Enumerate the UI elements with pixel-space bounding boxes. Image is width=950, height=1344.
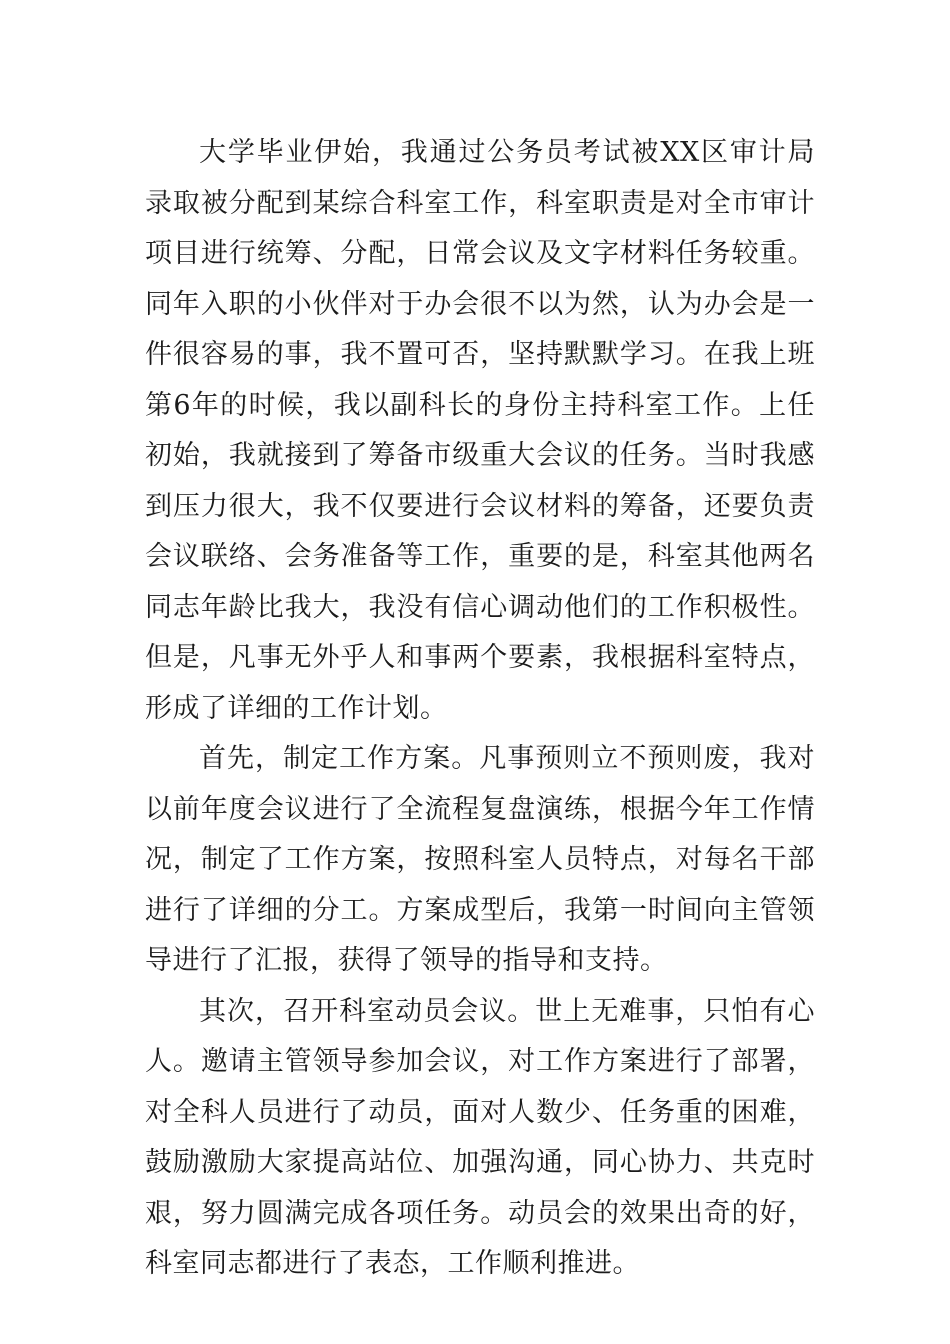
document-body	[145, 128, 815, 1290]
paragraph-2: 首先，制定工作方案。凡事预则立不预则废，我对以前年度会议进行了全流程复盘演练，根据今年工作情况，制定了工作方案，按照科室人员特点，对每名干部进行了详细的分工。方案成型后，我第一时间向主管领导进行了汇报，获得了领导的指导和支持。	[145, 743, 815, 976]
paragraph-3: 其次，召开科室动员会议。世上无难事，只怕有心人。邀请主管领导参加会议，对工作方案进行了部署，对全科人员进行了动员，面对人数少、任务重的困难，鼓励激励大家提高站位、加强沟通，同心协力、共克时艰，努力圆满完成各项任务。动员会的效果出奇的好，科室同志都进行了表态，工作顺利推进。	[145, 995, 815, 1279]
paragraph-1: 大学毕业伊始，我通过公务员考试被XX区审计局录取被分配到某综合科室工作，科室职责是对全市审计项目进行统筹、分配，日常会议及文字材料任务较重。同年入职的小伙伴对于办会很不以为然，认为办会是一件很容易的事，我不置可否，坚持默默学习。在我上班第6年的时候，我以副科长的身份主持科室工作。上任初始，我就接到了筹备市级重大会议的任务。当时我感到压力很大，我不仅要进行会议材料的筹备，还要负责会议联络、会务准备等工作，重要的是，科室其他两名同志年龄比我大，我没有信心调动他们的工作积极性。但是，凡事无外乎人和事两个要素，我根据科室特点，形成了详细的工作计划。	[145, 137, 815, 724]
